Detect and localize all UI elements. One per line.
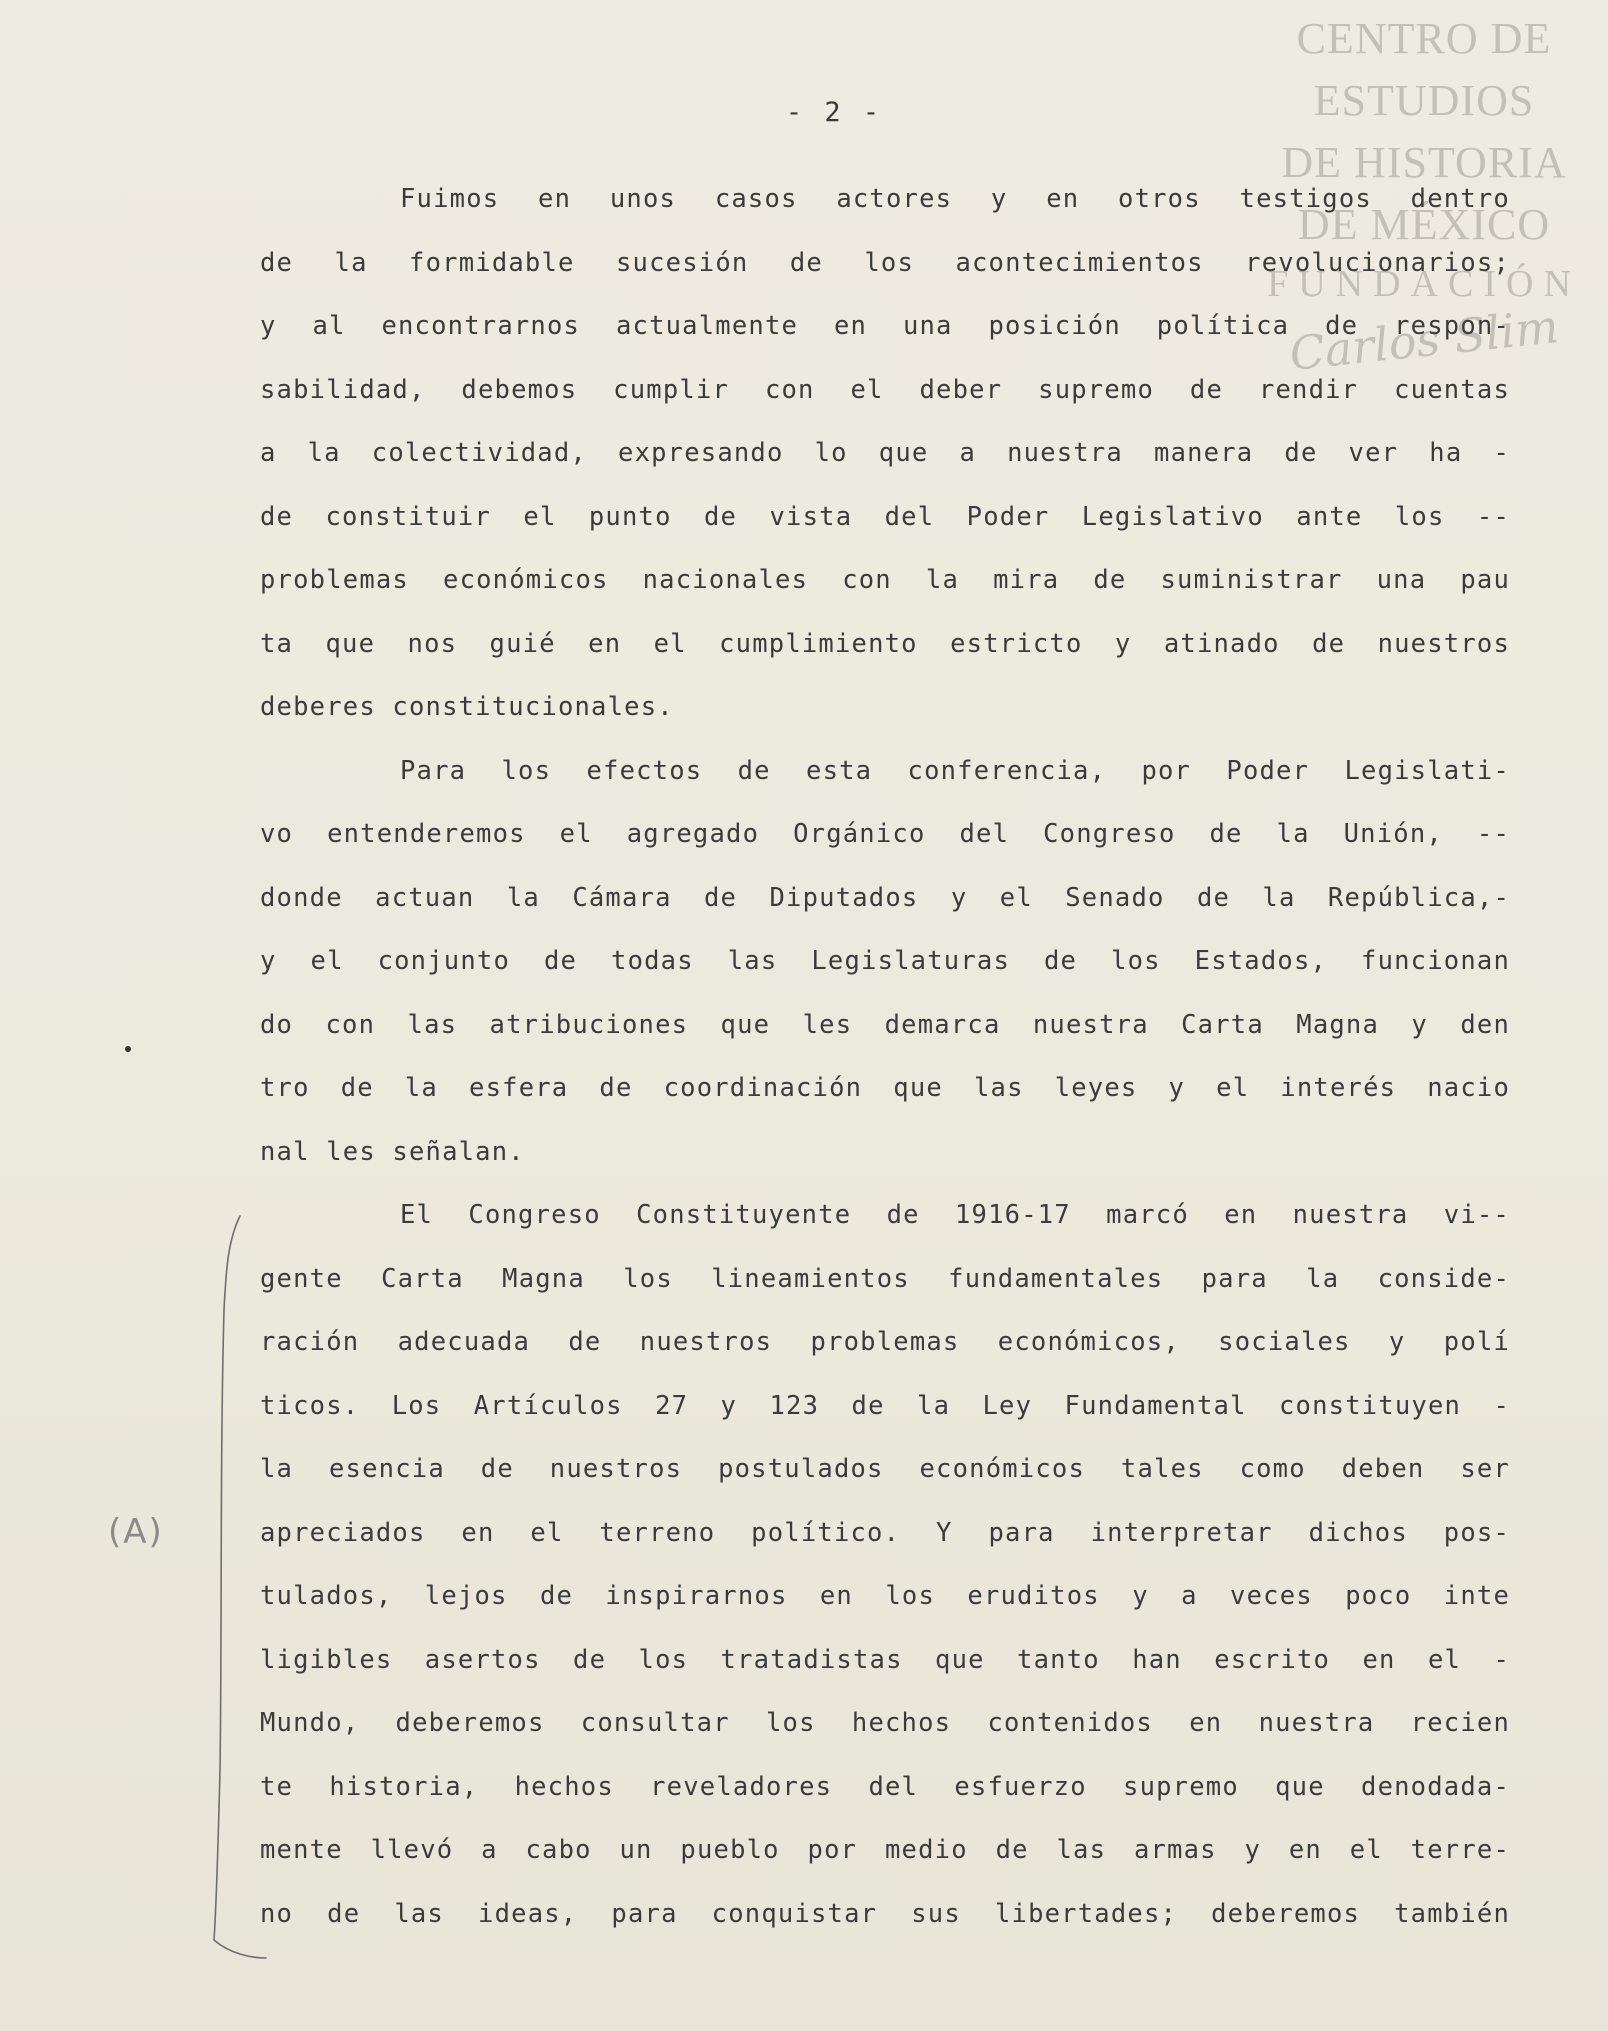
text-line: ración adecuada de nuestros problemas económicos, sociales y polí (260, 1327, 1510, 1357)
text-line: vo entenderemos el agregado Orgánico del Congreso de la Unión, -- (260, 819, 1510, 849)
text-line: tulados, lejos de inspirarnos en los eruditos y a veces poco inte (260, 1581, 1510, 1611)
text-line: y el conjunto de todas las Legislaturas de los Estados, funcionan (260, 946, 1510, 976)
watermark-signature: Carlos Slim (1287, 299, 1561, 381)
text-line: nal les señalan. (260, 1136, 525, 1167)
text-line: sabilidad, debemos cumplir con el deber supremo de rendir cuentas (260, 374, 1510, 405)
text-line: El Congreso Constituyente de 1916-17 marcó en nuestra vi-- (400, 1200, 1510, 1230)
watermark-line: DE HISTORIA (1281, 138, 1567, 187)
text-line: Fuimos en unos casos actores y en otros testigos dentro (400, 184, 1510, 214)
margin-ink-dot (125, 1046, 131, 1052)
text-line: donde actuan la Cámara de Diputados y el Senado de la República,- (260, 882, 1510, 913)
text-line: te historia, hechos reveladores del esfuerzo supremo que denodada- (260, 1771, 1510, 1802)
text-line: apreciados en el terreno político. Y para interpretar dichos pos- (260, 1517, 1510, 1548)
text-line: ligibles asertos de los tratadistas que tanto han escrito en el - (260, 1644, 1510, 1675)
page-number: - 2 - (785, 97, 883, 128)
watermark-line: DE MÉXICO (1297, 200, 1551, 249)
margin-bracket-mark (200, 1210, 280, 1970)
text-line: deberes constitucionales. (260, 692, 674, 722)
text-line: problemas económicos nacionales con la mira de suministrar una pau (260, 565, 1510, 595)
paragraph (260, 168, 1510, 740)
text-line: do con las atribuciones que les demarca nuestra Carta Magna y den (260, 1009, 1510, 1040)
document-body (260, 168, 1510, 1946)
text-line: ta que nos guié en el cumplimiento estricto y atinado de nuestros (260, 628, 1510, 659)
paragraph (260, 1184, 1510, 1946)
text-line: mente llevó a cabo un pueblo por medio de las armas y en el terre- (260, 1835, 1510, 1865)
text-line: ticos. Los Artículos 27 y 123 de la Ley Fundamental constituyen - (260, 1390, 1510, 1421)
watermark-line: ESTUDIOS (1313, 76, 1535, 125)
text-line: de la formidable sucesión de los acontecimientos revolucionarios; (260, 247, 1510, 278)
text-line: no de las ideas, para conquistar sus libertades; deberemos también (260, 1898, 1510, 1929)
text-line: gente Carta Magna los lineamientos fundamentales para la conside- (260, 1263, 1510, 1294)
text-line: Para los efectos de esta conferencia, por Poder Legislati- (400, 755, 1510, 786)
paragraph (260, 740, 1510, 1185)
watermark-line: CENTRO DE (1296, 14, 1552, 63)
text-line: Mundo, deberemos consultar los hechos contenidos en nuestra recien (260, 1708, 1510, 1738)
text-line: tro de la esfera de coordinación que las leyes y el interés nacio (260, 1073, 1510, 1103)
text-line: a la colectividad, expresando lo que a nuestra manera de ver ha - (260, 438, 1510, 468)
text-line: de constituir el punto de vista del Poder Legislativo ante los -- (260, 501, 1510, 532)
watermark-fundacion: FUNDACIÓN (1267, 263, 1581, 305)
text-line: la esencia de nuestros postulados económicos tales como deben ser (260, 1454, 1510, 1484)
margin-note: (A) (108, 1512, 164, 1552)
text-line: y al encontrarnos actualmente en una posición política de respon- (260, 311, 1510, 341)
